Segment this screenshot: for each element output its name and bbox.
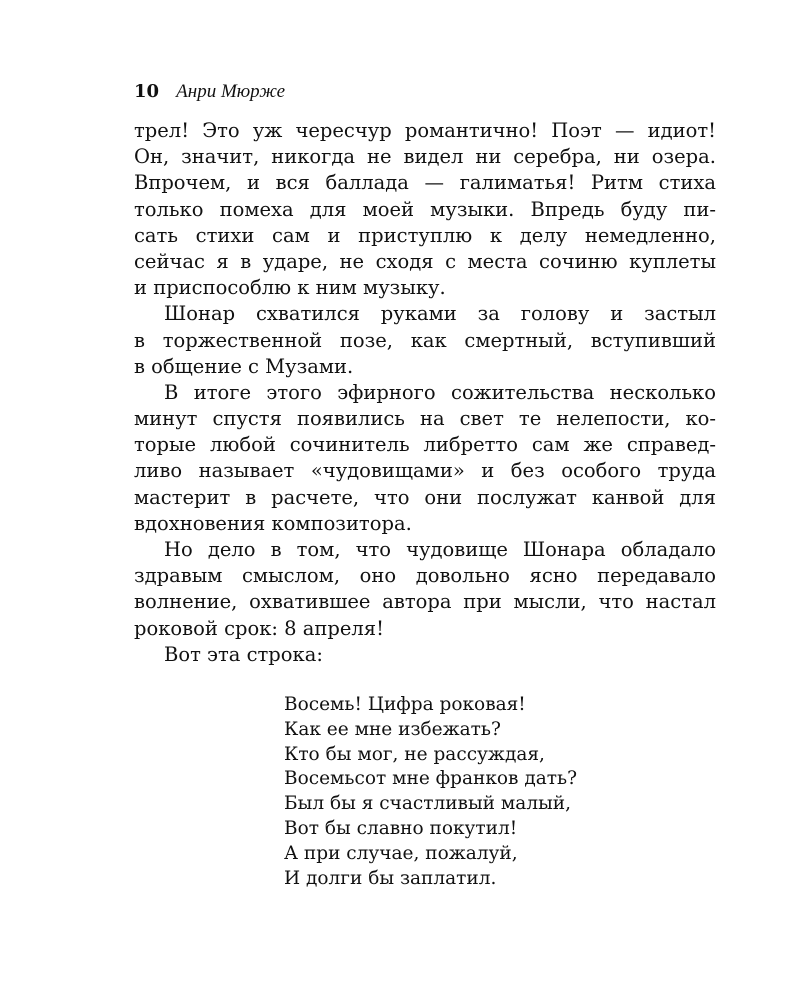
text-line: Впрочем, и вся баллада — галиматья! Ритм стиха bbox=[134, 171, 716, 195]
poem-line: Был бы я счастливый малый, bbox=[284, 793, 572, 815]
text-line: и приспособлю к ним музыку. bbox=[134, 276, 446, 300]
text-line: минут спустя появились на свет те нелепости, ко- bbox=[134, 407, 716, 431]
poem-line: Восемь! Цифра роковая! bbox=[284, 694, 526, 715]
poem-line: Восемьсот мне франков дать? bbox=[284, 768, 577, 790]
running-head bbox=[134, 78, 285, 106]
text-line: роковой срок: 8 апреля! bbox=[134, 616, 384, 640]
poem-line: Как ее мне избежать? bbox=[284, 718, 501, 740]
text-line: только помеха для моей музыки. Впредь буду пи- bbox=[134, 197, 716, 221]
text-line: В итоге этого эфирного сожительства несколько bbox=[164, 380, 716, 404]
text-line: в торжественной позе, как смертный, вступивший bbox=[134, 328, 716, 352]
text-line: ливо называет «чудовищами» и без особого труда bbox=[134, 459, 716, 483]
poem-line: И долги бы заплатил. bbox=[284, 867, 497, 889]
text-line: торые любой сочинитель либретто сам же справед- bbox=[134, 433, 716, 457]
text-line: волнение, охватившее автора при мысли, что настал bbox=[134, 590, 716, 614]
poem-line: Кто бы мог, не рассуждая, bbox=[284, 743, 545, 765]
text-line: здравым смыслом, оно довольно ясно передавало bbox=[134, 564, 716, 588]
poem-line: А при случае, пожалуй, bbox=[284, 842, 518, 864]
text-line: Вот эта строка: bbox=[164, 642, 323, 666]
poem-block bbox=[284, 693, 577, 891]
text-line: трел! Это уж чересчур романтично! Поэт — идиот! bbox=[134, 119, 716, 142]
text-line: Шонар схватился руками за голову и застыл bbox=[164, 302, 716, 326]
text-line: Но дело в том, что чудовище Шонара обладало bbox=[164, 538, 716, 561]
text-line: сать стихи сам и приступлю к делу немедленно, bbox=[134, 223, 716, 247]
running-title: Анри Мюрже bbox=[176, 81, 286, 102]
text-line: вдохновения композитора. bbox=[134, 511, 412, 535]
text-line: мастерит в расчете, что они послужат канвой для bbox=[134, 485, 716, 509]
poem-line: Вот бы славно покутил! bbox=[284, 817, 518, 839]
text-line: Он, значит, никогда не видел ни серебра, ни озера. bbox=[134, 145, 716, 169]
text-line: сейчас я в ударе, не сходя с места сочиню куплеты bbox=[134, 249, 716, 273]
page-number: 10 bbox=[134, 81, 160, 102]
body-text bbox=[134, 118, 716, 668]
text-line: в общение с Музами. bbox=[134, 354, 354, 378]
